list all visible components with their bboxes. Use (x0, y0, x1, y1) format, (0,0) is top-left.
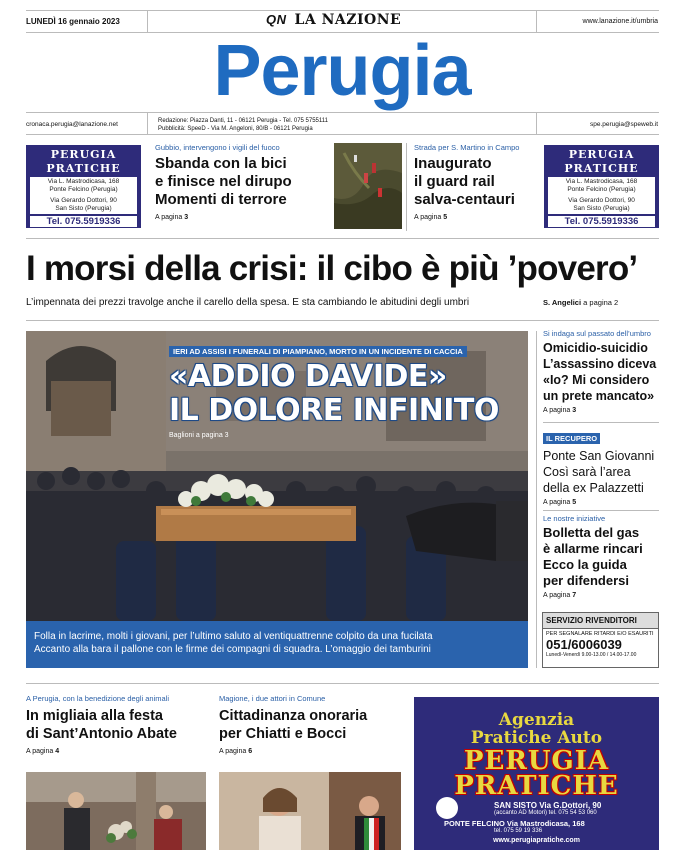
headline-line: Così sarà l’area (543, 465, 631, 479)
page-ref (543, 499, 659, 506)
story-headline (155, 155, 325, 209)
story-kicker: Le nostre iniziative (543, 514, 606, 523)
page-prefix: A pagina (219, 748, 247, 755)
main-headline[interactable]: I morsi della crisi: il cibo è più ’povero’ (26, 249, 638, 288)
edition-city-title: Perugia (213, 31, 471, 111)
newspaper-brand (266, 12, 401, 28)
ad-phone: Tel. 075.5919336 (30, 216, 137, 227)
ad-phone: Tel. 075.5919336 (548, 216, 655, 227)
advertising-address: Pubblicità: SpeeD - Via M. Angeloni, 80/B - 06121 Perugia (158, 126, 313, 132)
headline-line: è allarme rincari (543, 541, 643, 556)
story-kicker: Si indaga sul passato dell’umbro (543, 329, 651, 338)
caption-line: Folla in lacrime, molti i giovani, per l’ultimo saluto al ventiquattrenne colpito da una fucilata (34, 631, 433, 642)
main-byline (543, 298, 618, 307)
story-bolletta-gas[interactable] (543, 514, 659, 599)
story-kicker: Magione, i due attori in Comune (219, 694, 326, 703)
service-box (542, 612, 659, 668)
service-hours: Lunedì-Venerdì 9.00-13.00 / 14.00-17.00 (546, 652, 637, 658)
photo-story-headline[interactable] (169, 360, 499, 428)
service-title: SERVIZIO RIVENDITORI (543, 613, 658, 629)
ad-title: PERUGIA (568, 148, 635, 161)
page-ref (543, 592, 659, 599)
story-headline (543, 340, 659, 404)
ad-sansisto-phone: (accanto AD Motori) tel. 075 54 53 060 (494, 810, 597, 816)
headline-line: per difendersi (543, 573, 629, 588)
page-prefix: A pagina (26, 748, 54, 755)
headline-line: di Sant’Antonio Abate (26, 726, 177, 742)
ad-address-line: Via Gerardo Dottori, 90 (568, 197, 635, 204)
ad-logo-icon (436, 797, 458, 819)
rule (26, 238, 659, 239)
byline-author: S. Angelici (543, 298, 582, 307)
ad-brand-line: PERUGIA (463, 746, 610, 776)
headline-line: Omicidio-suicidio (543, 341, 648, 355)
page-number: 7 (572, 592, 577, 599)
byline-page: a pagina 2 (583, 298, 619, 307)
ad-address (548, 177, 655, 214)
ad-title: Agenzia (498, 710, 575, 730)
rule (26, 320, 659, 321)
photo-story-byline: Baglioni a pagina 3 (169, 432, 229, 439)
photo-story-tag: IERI AD ASSISI I FUNERALI DI PIAMPIANO, MORTO IN UN INCIDENTE DI CACCIA (169, 346, 467, 357)
ads-email[interactable]: spe.perugia@speweb.it (589, 121, 658, 128)
rule (26, 134, 659, 135)
rule (543, 422, 659, 423)
ad-perugia-pratiche-right[interactable] (544, 145, 659, 228)
headline-line: «Io? Mi considero (543, 373, 650, 387)
story-headline (543, 448, 659, 496)
page-ref (219, 748, 404, 755)
headline-line: Bolletta del gas (543, 525, 640, 540)
ad-address-line: Ponte Felcino (Perugia) (49, 186, 118, 193)
ad-title: Pratiche Auto (470, 728, 603, 748)
redazione-address: Redazione: Piazza Danti, 11 - 06121 Perugia - Tel. 075 5755111 (158, 118, 329, 124)
headline-line: Ponte San Giovanni (543, 449, 655, 463)
headline-line: «ADDIO DAVIDE» (169, 359, 447, 394)
brand-name: LA NAZIONE (294, 12, 402, 28)
ad-title: PRATICHE (46, 162, 121, 175)
headline-line: L’assassino diceva (543, 357, 657, 371)
story-kicker: A Perugia, con la benedizione degli animali (26, 694, 170, 703)
story-sant-antonio[interactable] (26, 694, 206, 755)
story-omicidio[interactable] (543, 329, 659, 414)
headline-line: Sbanda con la bici (155, 155, 287, 172)
ad-address-line: San Sisto (Perugia) (55, 205, 112, 212)
headline-line: il guard rail (414, 173, 495, 190)
section-label: IL RECUPERO (543, 433, 600, 444)
ad-address-line: Via L. Mastrodicasa, 168 (47, 178, 120, 185)
divider (406, 143, 407, 231)
caption-line: Accanto alla bara il pallone con le firme dei compagni di squadra. L’omaggio dei tamburini (34, 644, 431, 655)
page-number: 5 (443, 214, 448, 221)
ad-brand (414, 746, 659, 801)
story-headline (219, 707, 404, 743)
page-ref (543, 407, 659, 414)
page-number: 3 (572, 407, 577, 414)
ad-sansisto: SAN SISTO Via G.Dottori, 90 (494, 801, 602, 810)
story-magione[interactable] (219, 694, 404, 755)
ad-ponte-felcino: PONTE FELCINO Via Mastrodicasa, 168 (444, 819, 585, 828)
story-headline (26, 707, 206, 743)
story-kicker: Gubbio, intervengono i vigili del fuoco (155, 143, 280, 152)
headline-line: Inaugurato (414, 155, 492, 172)
page-ref (155, 214, 325, 221)
rule (26, 683, 659, 684)
photo-cliff-rescue (334, 143, 402, 229)
page-prefix: A pagina (543, 499, 571, 506)
website-url[interactable]: www.lanazione.it/umbria (582, 18, 658, 25)
headline-line: salva-centauri (414, 191, 515, 208)
page-ref (26, 748, 206, 755)
contact-info (158, 117, 328, 133)
story-ponte-san-giovanni[interactable] (543, 428, 659, 506)
rule (543, 510, 659, 511)
headline-line: e finisce nel dirupo (155, 173, 292, 190)
divider (147, 112, 148, 134)
main-subheadline: L’impennata dei prezzi travolge anche il carello della spesa. E sta cambiando le abitudini degli umbri (26, 297, 470, 308)
photo-caption (26, 621, 528, 668)
rule (26, 112, 659, 113)
headline-line: un prete mancato» (543, 389, 655, 403)
headline-line: Ecco la guida (543, 557, 627, 572)
story-headline (414, 155, 538, 209)
top-rule (26, 10, 659, 11)
ad-perugia-pratiche-left[interactable] (26, 145, 141, 228)
ad-address-line: Via L. Mastrodicasa, 168 (565, 178, 638, 185)
story-kicker: Strada per S. Martino in Campo (414, 143, 520, 152)
ad-title: PERUGIA (50, 148, 117, 161)
qn-logo: QN (266, 12, 287, 27)
divider (536, 331, 537, 668)
divider (536, 112, 537, 134)
page-ref (414, 214, 538, 221)
story-headline (543, 525, 659, 589)
page-prefix: A pagina (414, 214, 442, 221)
ad-address-line: Ponte Felcino (Perugia) (567, 186, 636, 193)
page-number: 5 (572, 499, 577, 506)
headline-line: Cittadinanza onoraria (219, 708, 368, 724)
ad-perugia-pratiche-large[interactable] (414, 697, 659, 850)
page-number: 4 (55, 748, 60, 755)
page-prefix: A pagina (543, 407, 571, 414)
headline-line: per Chiatti e Bocci (219, 726, 347, 742)
ad-title: PRATICHE (564, 162, 639, 175)
page-number: 6 (248, 748, 253, 755)
service-note: PER SEGNALARE RITARDI E/O ESAURITI (546, 631, 654, 637)
headline-line: della ex Palazzetti (543, 481, 644, 495)
ad-line (414, 711, 659, 747)
ad-ponte-phone: tel. 075 59 19 336 (494, 828, 543, 834)
page-prefix: A pagina (543, 592, 571, 599)
page-prefix: A pagina (155, 214, 183, 221)
ad-address-line: San Sisto (Perugia) (573, 205, 630, 212)
headline-line: In migliaia alla festa (26, 708, 163, 724)
headline-line: IL DOLORE INFINITO (169, 393, 499, 428)
ad-address (30, 177, 137, 214)
edition-date: LUNEDÌ 16 gennaio 2023 (26, 17, 120, 26)
photo-blessing-animals (26, 772, 206, 850)
service-phone[interactable]: 051/6006039 (546, 637, 622, 652)
story-gubbio[interactable] (155, 143, 325, 221)
ad-address-line: Via Gerardo Dottori, 90 (50, 197, 117, 204)
photo-actors-town-hall (219, 772, 401, 850)
page-number: 3 (184, 214, 189, 221)
story-guardrail[interactable] (414, 143, 538, 221)
newsroom-email[interactable]: cronaca.perugia@lanazione.net (26, 121, 118, 128)
ad-website[interactable]: www.perugiapratiche.com (493, 837, 580, 844)
headline-line: Momenti di terrore (155, 191, 287, 208)
ad-brand-line: PRATICHE (454, 771, 619, 801)
